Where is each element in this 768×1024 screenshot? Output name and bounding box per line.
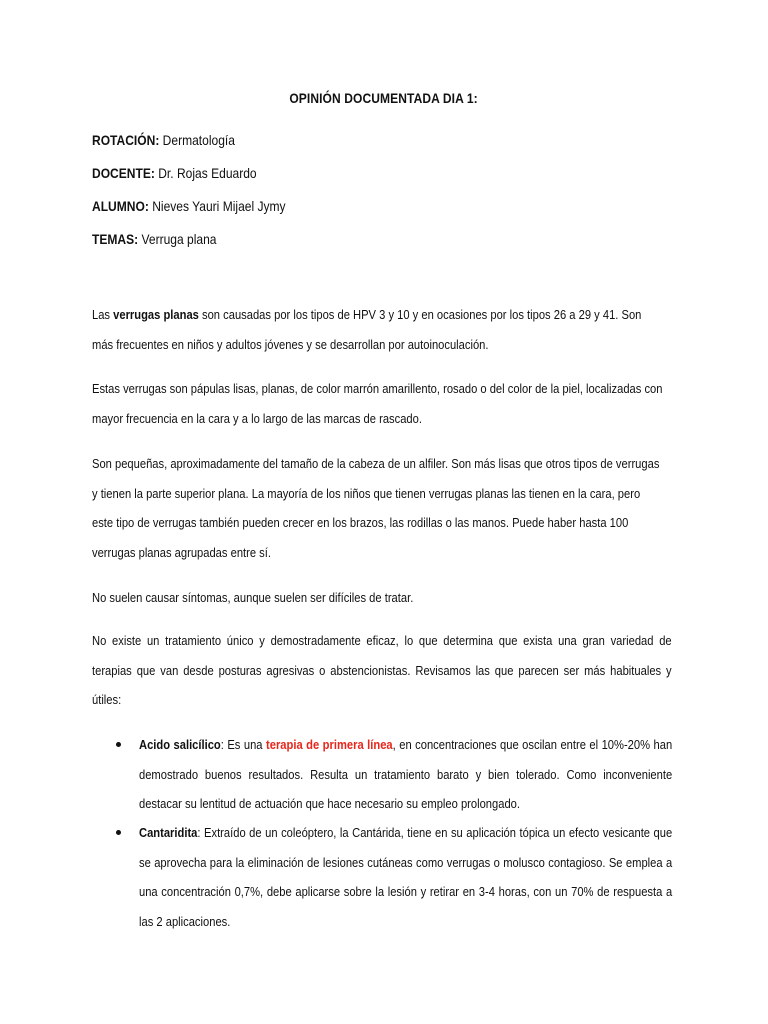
paragraph-4: No suelen causar síntomas, aunque suelen ser difíciles de tratar. xyxy=(92,590,414,605)
paragraph-3-line-1: Son pequeñas, aproximadamente del tamaño de la cabeza de un alfiler. Son más lisas que otros tipos de verrugas xyxy=(92,456,660,471)
highlight-text: terapia de primera línea xyxy=(266,737,393,752)
docente-label: DOCENTE: xyxy=(92,165,155,181)
bullet-icon xyxy=(116,830,121,835)
bullet-cantaridita: Cantaridita: Extraído de un coleóptero, la Cantárida, tiene en su aplicación tópica un efecto vesicante que se aprovecha para la eliminación de lesiones cutáneas como verrugas o molusco contagioso. Se emplea a una concentración 0,7%, debe aplicarse sobre la lesión y retirar en 3-4 horas, con un 70% de respuesta a las 2 aplicaciones. xyxy=(139,825,673,929)
rotacion-label: ROTACIÓN: xyxy=(92,132,160,148)
paragraph-5: No existe un tratamiento único y demostradamente eficaz, lo que determina que exista una gran variedad de terapias que van desde posturas agresivas o abstencionistas. Revisamos las que parecen ser más habituales y útiles: xyxy=(92,633,672,707)
docente-value: Dr. Rojas Eduardo xyxy=(158,165,257,181)
alumno-label: ALUMNO: xyxy=(92,198,149,214)
document-title: OPINIÓN DOCUMENTADA DIA 1: xyxy=(289,90,479,106)
rotacion-value: Dermatología xyxy=(162,132,235,148)
temas-label: TEMAS: xyxy=(92,231,139,247)
paragraph-2 xyxy=(92,374,662,433)
bullet-term: Acido salicílico xyxy=(139,737,221,752)
meta-rotacion xyxy=(92,132,235,148)
bullet-term: Cantaridita xyxy=(139,825,198,840)
meta-temas xyxy=(92,231,216,247)
paragraph-1-line-1: Las verrugas planas son causadas por los tipos de HPV 3 y 10 y en ocasiones por los tipos 26 a 29 y 41. Son xyxy=(92,307,642,322)
meta-alumno xyxy=(92,198,286,214)
paragraph-2-line-1: Estas verrugas son pápulas lisas, planas, de color marrón amarillento, rosado o del color de la piel, localizadas con xyxy=(92,381,663,396)
bullet-acido-salicilico: Acido salicílico: Es una terapia de primera línea, en concentraciones que oscilan entre el 10%-20% han demostrado buenos resultados. Resulta un tratamiento barato y bien tolerado. Como inconveniente destacar su lentitud de actuación que hace necesario su empleo prolongado. xyxy=(139,737,673,811)
bullet-icon xyxy=(116,742,121,747)
paragraph-3-line-4: verrugas planas agrupadas entre sí. xyxy=(92,544,272,560)
paragraph-3 xyxy=(92,449,659,567)
paragraph-1-line-2: más frecuentes en niños y adultos jóvenes y se desarrollan por autoinoculación. xyxy=(92,336,489,352)
temas-value: Verruga plana xyxy=(141,231,217,247)
paragraph-1 xyxy=(92,300,641,359)
alumno-value: Nieves Yauri Mijael Jymy xyxy=(152,198,286,214)
verrugas-planas-term: verrugas planas xyxy=(113,307,199,322)
paragraph-3-line-2: y tienen la parte superior plana. La mayoría de los niños que tienen verrugas planas las tienen en la cara, pero xyxy=(92,485,641,501)
meta-docente xyxy=(92,165,257,181)
paragraph-2-line-2: mayor frecuencia en la cara y a lo largo de las marcas de rascado. xyxy=(92,410,422,426)
paragraph-3-line-3: este tipo de verrugas también pueden crecer en los brazos, las rodillas o las manos. Puede haber hasta 100 xyxy=(92,515,629,530)
